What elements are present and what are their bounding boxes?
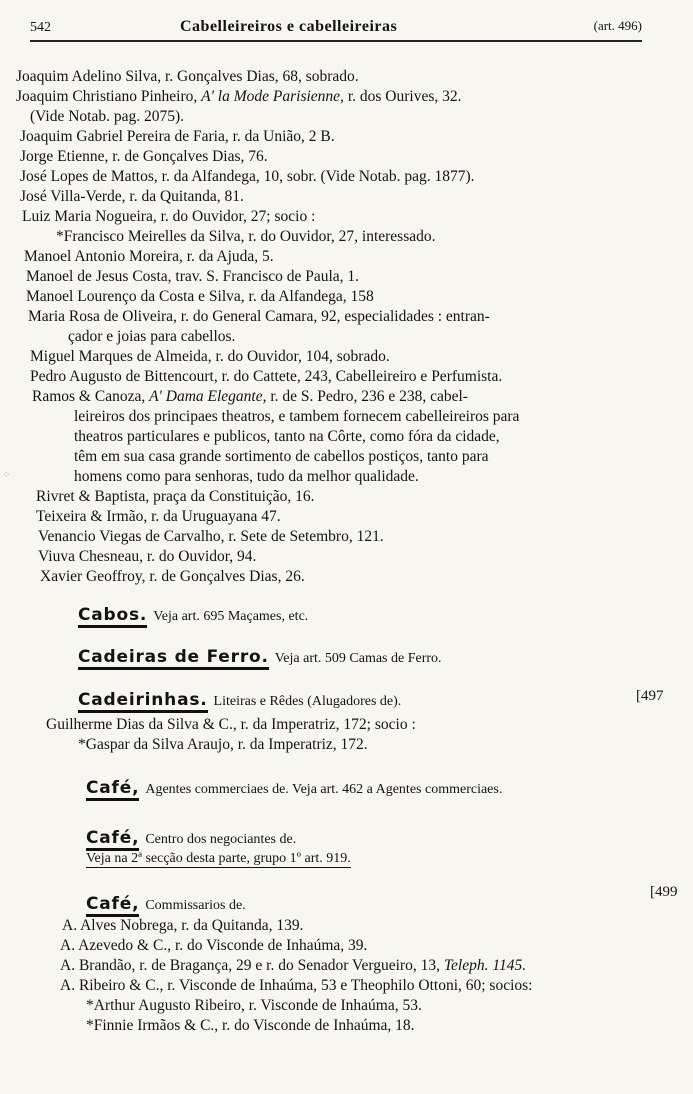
- entry-line: *Arthur Augusto Ribeiro, r. Visconde de Inhaúma, 53.: [86, 997, 422, 1014]
- entry-line: *Finnie Irmãos & C., r. do Visconde de Inhaúma, 18.: [86, 1017, 415, 1034]
- entry-line: Manoel Antonio Moreira, r. da Ajuda, 5.: [24, 248, 274, 265]
- cross-reference-note: Veja na 2ª secção desta parte, grupo 1º art. 919.: [86, 851, 351, 866]
- margin-ref: [497: [636, 688, 664, 704]
- section-cafe-agentes: Café, Agentes commerciaes de. Veja art. 462 a Agentes commerciaes.: [86, 778, 502, 798]
- section-heading: Cadeiras de Ferro.: [78, 647, 269, 670]
- section-cafe-centro: Café, Centro dos negociantes de.: [86, 828, 296, 848]
- entry-line: José Lopes de Mattos, r. da Alfandega, 10, sobr. (Vide Notab. pag. 1877).: [20, 168, 475, 185]
- entry-line: A. Ribeiro & C., r. Visconde de Inhaúma, 53 e Theophilo Ottoni, 60; socios:: [60, 977, 533, 994]
- entry-line: (Vide Notab. pag. 2075).: [30, 108, 185, 125]
- entry-line: Maria Rosa de Oliveira, r. do General Camara, 92, especialidades : entran-: [28, 308, 490, 325]
- entry-line: Pedro Augusto de Bittencourt, r. do Cattete, 243, Cabelleireiro e Perfumista.: [30, 368, 503, 385]
- entry-line: Xavier Geoffroy, r. de Gonçalves Dias, 26.: [40, 568, 305, 585]
- entry-line: Guilherme Dias da Silva & C., r. da Imperatriz, 172; socio :: [46, 716, 416, 733]
- article-ref: (art. 496): [593, 18, 642, 33]
- entry-line: *Francisco Meirelles da Silva, r. do Ouvidor, 27, interessado.: [56, 228, 436, 245]
- entry-line: *Gaspar da Silva Araujo, r. da Imperatriz, 172.: [78, 736, 368, 753]
- section-cabos: Cabos. Veja art. 695 Maçames, etc.: [78, 605, 308, 625]
- entry-line: Miguel Marques de Almeida, r. do Ouvidor, 104, sobrado.: [30, 348, 390, 365]
- entry-line: Jorge Etienne, r. de Gonçalves Dias, 76.: [20, 148, 268, 165]
- page-header: [30, 14, 642, 40]
- entry-line: Manoel de Jesus Costa, trav. S. Francisco de Paula, 1.: [26, 268, 360, 285]
- entry-line: theatros particulares e publicos, tanto na Côrte, como fóra da cidade,: [74, 428, 500, 445]
- entry-line: leireiros dos principaes theatros, e tambem fornecem cabelleireiros para: [74, 408, 520, 425]
- entry-line: Joaquim Adelino Silva, r. Gonçalves Dias, 68, sobrado.: [16, 68, 359, 85]
- entry-line: Joaquim Christiano Pinheiro, A' la Mode Parisienne, r. dos Ourives, 32.: [16, 88, 462, 105]
- section-heading: Café,: [86, 778, 139, 801]
- entry-line: José Villa-Verde, r. da Quitanda, 81.: [20, 188, 244, 205]
- entry-line: çador e joias para cabellos.: [68, 328, 236, 345]
- entry-line: Viuva Chesneau, r. do Ouvidor, 94.: [38, 548, 257, 565]
- entry-line: Rivret & Baptista, praça da Constituição, 16.: [36, 488, 315, 505]
- entry-line: A. Azevedo & C., r. do Visconde de Inhaúma, 39.: [60, 937, 368, 954]
- entry-line: Ramos & Canoza, A' Dama Elegante, r. de S. Pedro, 236 e 238, cabel-: [32, 388, 468, 405]
- section-heading: Cadeirinhas.: [78, 690, 208, 713]
- entry-line: Teixeira & Irmão, r. da Uruguayana 47.: [36, 508, 281, 525]
- section-cafe-commissarios: Café, Commissarios de.: [86, 894, 246, 914]
- entry-line: Venancio Viegas de Carvalho, r. Sete de Setembro, 121.: [38, 528, 384, 545]
- section-heading: Cabos.: [78, 605, 147, 628]
- entry-line: têm em sua casa grande sortimento de cabellos postiços, tanto para: [74, 448, 489, 465]
- entry-line: A. Brandão, r. de Bragança, 29 e r. do Senador Vergueiro, 13, Teleph. 1145.: [60, 957, 527, 974]
- entry-line: Joaquim Gabriel Pereira de Faria, r. da União, 2 B.: [20, 128, 335, 145]
- margin-ref: [499: [650, 884, 678, 900]
- header-rule: [30, 40, 642, 42]
- page-number: 542: [30, 20, 51, 35]
- section-cadeiras: Cadeiras de Ferro. Veja art. 509 Camas de Ferro.: [78, 647, 442, 667]
- section-heading: Café,: [86, 894, 139, 917]
- paper-speck: ⁘: [2, 470, 11, 481]
- running-title: Cabelleireiros e cabelleireiras: [180, 18, 398, 35]
- entry-line: Luiz Maria Nogueira, r. do Ouvidor, 27; socio :: [22, 208, 316, 225]
- entry-line: Manoel Lourenço da Costa e Silva, r. da Alfandega, 158: [26, 288, 374, 305]
- entry-line: A. Alves Nobrega, r. da Quitanda, 139.: [62, 917, 304, 934]
- section-heading: Café,: [86, 828, 139, 851]
- section-cadeirinhas: Cadeirinhas. Liteiras e Rêdes (Alugadores de).: [78, 690, 401, 710]
- entry-line: homens como para senhoras, tudo da melhor qualidade.: [74, 468, 419, 485]
